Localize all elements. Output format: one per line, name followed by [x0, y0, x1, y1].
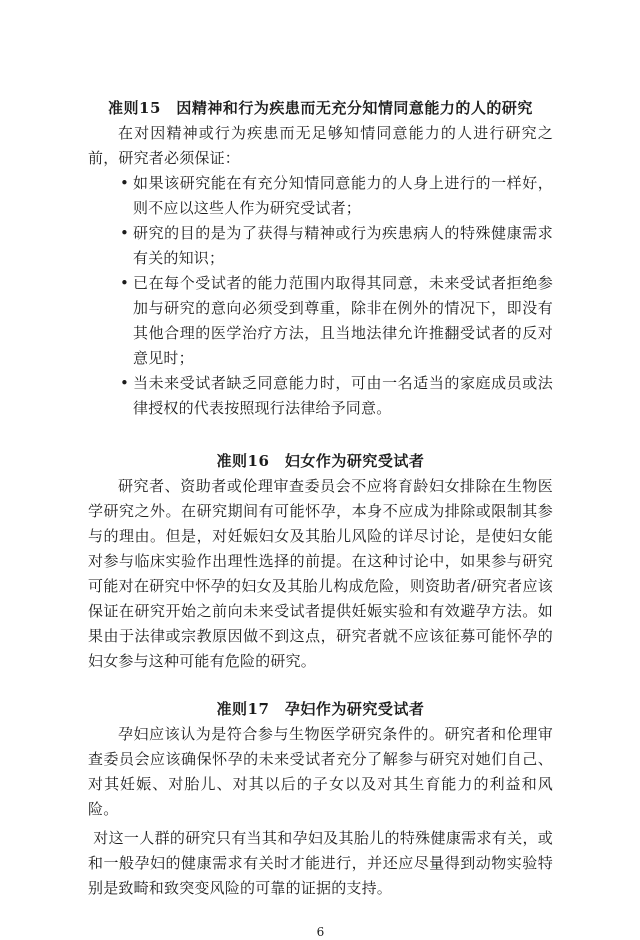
- bullet-icon: •: [120, 224, 129, 242]
- bullet-text: 当未来受试者缺乏同意能力时，可由一名适当的家庭成员或法律授权的代表按照现行法律给予同意。: [133, 374, 553, 417]
- bullet-icon: •: [120, 374, 129, 392]
- list-item: [114, 271, 553, 371]
- guideline-16-body: 研究者、资助者或伦理审查委员会不应将育龄妇女排除在生物医学研究之外。在研究期间有可能怀孕，本身不应成为排除或限制其参与的理由。但是，对妊娠妇女及其胎儿风险的详尽讨论，是使妇女能对参与临床实验作出理性选择的前提。在这种讨论中，如果参与研究可能对在研究中怀孕的妇女及其胎儿构成危险，则资助者/研究者应该保证在研究开始之前向未来受试者提供妊娠实验和有效避孕方法。如果由于法律或宗教原因做不到这点，研究者就不应该征募可能怀孕的妇女参与这种可能有危险的研究。: [88, 477, 553, 670]
- page-number: 6: [316, 925, 325, 939]
- bullet-text: 已在每个受试者的能力范围内取得其同意，未来受试者拒绝参加与研究的意向必须受到尊重，除非在例外的情况下，即没有其他合理的医学治疗方法，且当地法律允许推翻受试者的反对意见时；: [133, 274, 553, 367]
- guideline-17-para2: 对这一人群的研究只有当其和孕妇及其胎儿的特殊健康需求有关，或和一般孕妇的健康需求有关时才能进行，并还应尽量得到动物实验特别是致畸和致突变风险的可靠的证据的支持。: [88, 829, 553, 897]
- bullet-text: 如果该研究能在有充分知情同意能力的人身上进行的一样好，则不应以这些人作为研究受试者；: [133, 174, 553, 217]
- bullet-text: 研究的目的是为了获得与精神或行为疾患病人的特殊健康需求有关的知识；: [133, 224, 553, 267]
- guideline-15-intro: 在对因精神或行为疾患而无足够知情同意能力的人进行研究之前，研究者必须保证：: [88, 124, 553, 167]
- list-item: [114, 371, 553, 421]
- guideline-17-heading: 准则17 孕妇作为研究受试者: [216, 700, 425, 718]
- guideline-15-heading: 准则15 因精神和行为疾患而无充分知情同意能力的人的研究: [108, 99, 533, 117]
- guideline-16-heading: 准则16 妇女作为研究受试者: [216, 452, 425, 470]
- bullet-icon: •: [120, 274, 129, 292]
- bullet-icon: •: [120, 174, 129, 192]
- guideline-17-para1: 孕妇应该认为是符合参与生物医学研究条件的。研究者和伦理审查委员会应该确保怀孕的未来受试者充分了解参与研究对她们自己、对其妊娠、对胎儿、对其以后的子女以及对其生育能力的利益和风险。: [88, 725, 553, 818]
- list-item: [114, 171, 553, 221]
- guideline-15-bullet-list: [114, 171, 553, 421]
- list-item: [114, 221, 553, 271]
